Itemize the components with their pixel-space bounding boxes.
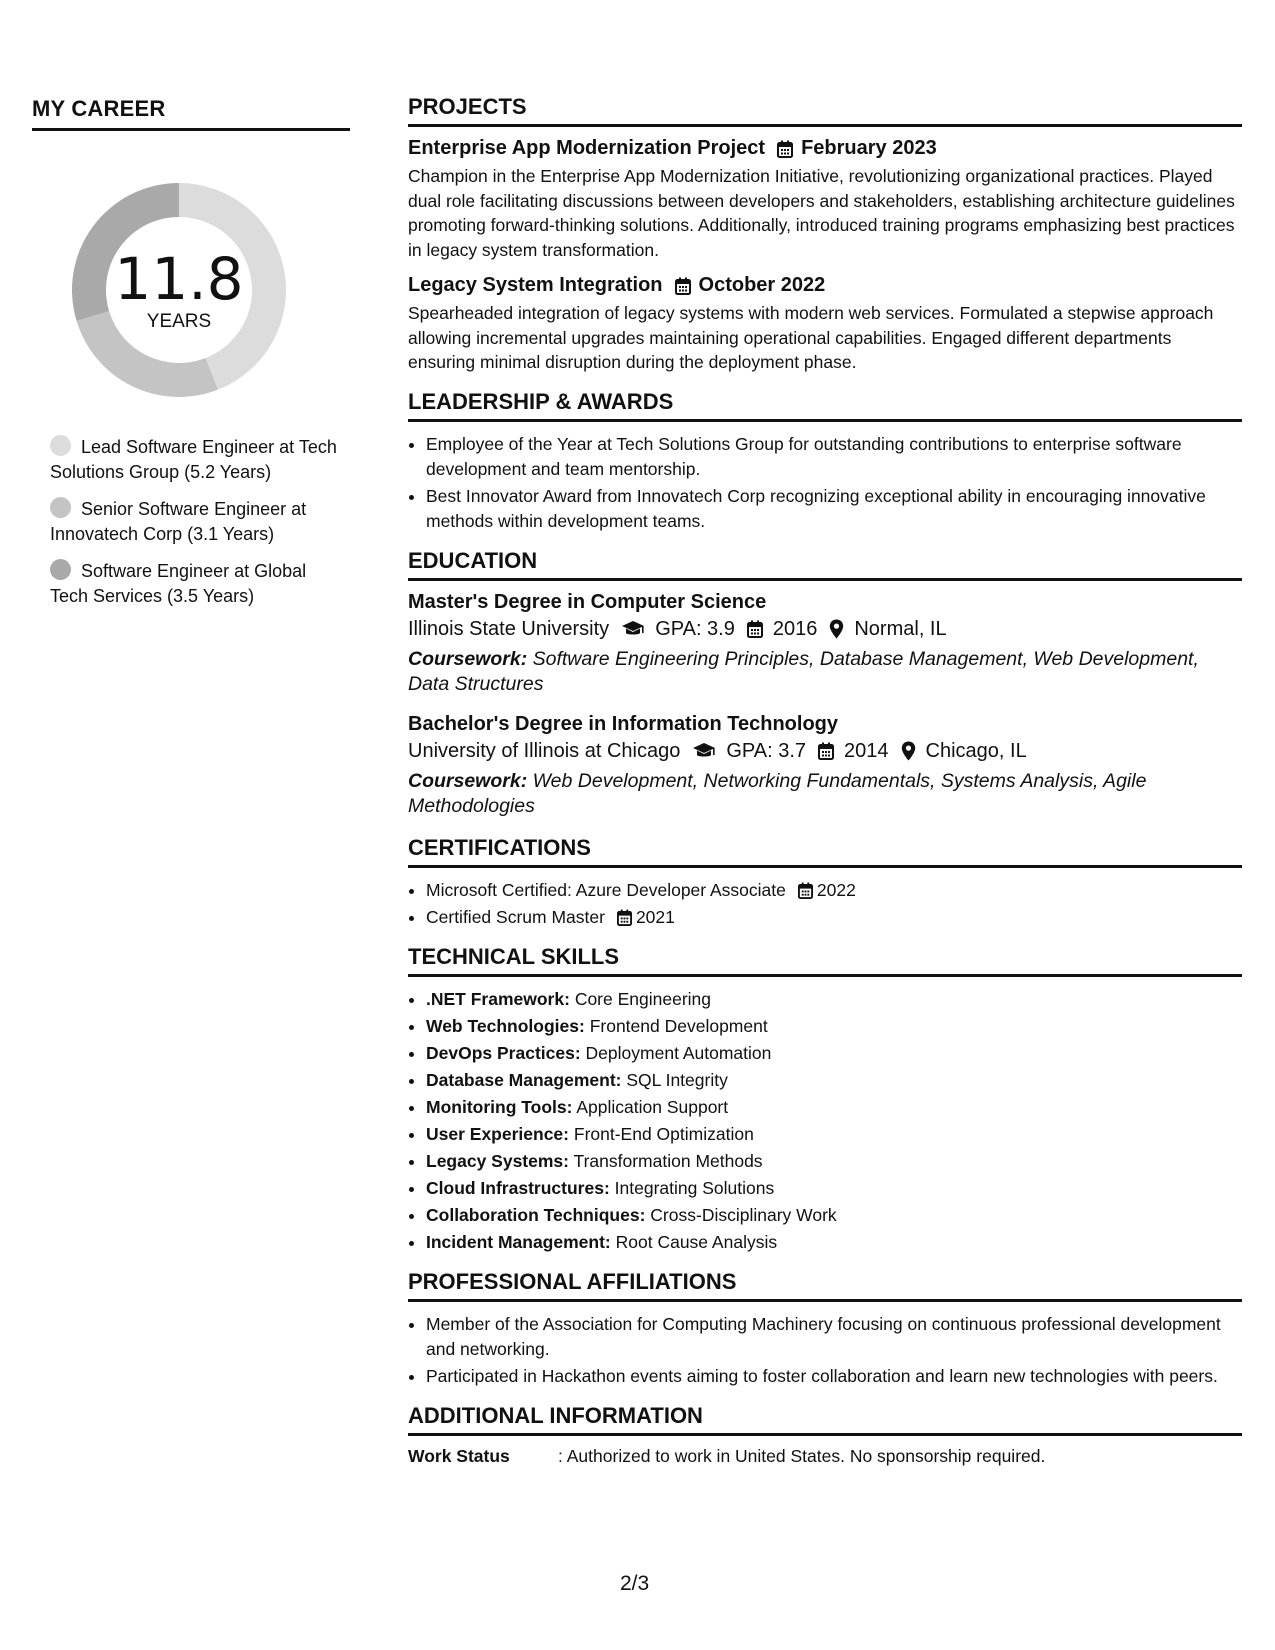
legend-dot-icon [50,435,71,456]
graduation-year: 2016 [772,617,818,640]
career-sidebar [32,96,350,621]
main-column [408,94,1242,1467]
legend-item [50,497,340,547]
skill-item [426,1095,1242,1120]
certification-item [426,905,1242,930]
donut-center [66,177,292,403]
legend-dot-icon [50,497,71,518]
list-item: • Member of the Association for Computing Machinery focusing on continuous professional development and networking. [426,1312,1242,1362]
skill-item [426,1176,1242,1201]
skill-item [426,1203,1242,1228]
project-heading [408,137,1242,160]
skill-item [426,1041,1242,1066]
skill-item [426,1068,1242,1093]
degree-title: Bachelor's Degree in Information Technology [408,712,839,735]
skill-value: Root Cause Analysis [615,1231,778,1252]
legend-item [50,559,340,609]
skill-value: Cross-Disciplinary Work [650,1204,837,1225]
coursework-list: Web Development, Networking Fundamentals, Systems Analysis, Agile Methodologies [408,769,1147,817]
coursework [408,647,1242,697]
location-pin-icon [829,619,844,639]
skill-name: Monitoring Tools: [426,1096,573,1117]
gpa: GPA: 3.9 [655,617,735,640]
project-date: February 2023 [801,137,937,159]
certification-name: • Microsoft Certified: Azure Developer Associate [426,879,786,900]
legend-label: Lead Software Engineer at Tech Solutions Group (5.2 Years) [50,437,337,482]
coursework [408,769,1242,819]
work-status-label: Work Status [408,1445,510,1466]
coursework-list: Software Engineering Principles, Database Management, Web Development, Data Structures [408,647,1199,695]
project-name: Enterprise App Modernization Project [408,137,766,159]
skill-value: Deployment Automation [585,1042,772,1063]
project-description: Spearheaded integration of legacy systems with modern web services. Formulated a stepwise approach allowing incremental upgrades maintaining operational capabilities. Engaged different departments ensuring minimal disruption during the deployment phase. [408,303,1214,372]
total-years-value: 11.8 [114,245,244,313]
project-description: Champion in the Enterprise App Modernization Initiative, revolutionizing organizational practices. Played dual role facilitating discussions between developers and stakeholders, establishing architecture guidelines promoting forward-thinking solutions. Additionally, introduced training programs emphasizing best practices in legacy system transformation. [408,166,1235,260]
affiliations-list [408,1312,1242,1389]
page-number: 2/3 [620,1572,650,1595]
graduation-year: 2014 [844,739,889,762]
skill-item [426,1149,1242,1174]
project-heading [408,274,1242,297]
total-years-unit: YEARS [146,311,212,332]
calendar-icon [617,909,632,926]
section-title-skills: TECHNICAL SKILLS [408,944,1242,977]
skill-name: DevOps Practices: [426,1042,581,1063]
section-title-additional: ADDITIONAL INFORMATION [408,1403,1242,1436]
education-item [408,713,1242,819]
section-title-certifications: CERTIFICATIONS [408,835,1242,868]
skill-value: Frontend Development [589,1015,768,1036]
coursework-label: Coursework: [408,647,528,670]
project-item [408,137,1242,262]
legend-dot-icon [50,559,71,580]
work-status-value: : Authorized to work in United States. No sponsorship required. [558,1445,1046,1466]
skill-name: Collaboration Techniques: [426,1204,646,1225]
certification-line [426,905,675,930]
skill-name: Database Management: [426,1069,622,1090]
legend-label: Senior Software Engineer at Innovatech Corp (3.1 Years) [50,499,307,544]
awards-list [408,432,1242,534]
education-item [408,591,1242,697]
section-title-projects: PROJECTS [408,94,1242,127]
career-donut-chart [66,177,292,403]
location-pin-icon [901,741,916,761]
section-title-affiliations: PROFESSIONAL AFFILIATIONS [408,1269,1242,1302]
certification-year: 2021 [635,906,675,927]
certification-name: • Certified Scrum Master [426,906,605,927]
certifications-list [408,878,1242,930]
school-name: University of Illinois at Chicago [408,739,681,762]
skill-name: Incident Management: [426,1231,611,1252]
degree-title: Master's Degree in Computer Science [408,590,767,613]
school-location: Chicago, IL [925,739,1027,762]
graduation-cap-icon [621,620,645,638]
skill-value: Transformation Methods [573,1150,763,1171]
coursework-label: Coursework: [408,769,528,792]
project-date: October 2022 [698,274,826,296]
list-item: • Employee of the Year at Tech Solutions Group for outstanding contributions to enterprise software development and team mentorship. [426,432,1242,482]
calendar-icon [747,620,763,638]
skill-item [426,1014,1242,1039]
skill-name: .NET Framework: [426,988,570,1009]
certification-item [426,878,1242,903]
legend-label: Software Engineer at Global Tech Services (3.5 Years) [50,561,307,606]
school-name: Illinois State University [408,617,610,640]
legend-item [50,435,340,485]
skill-item [426,987,1242,1012]
skill-name: User Experience: [426,1123,569,1144]
skills-list [408,987,1242,1255]
skill-value: Front-End Optimization [573,1123,754,1144]
gpa: GPA: 3.7 [726,739,807,762]
skill-name: Cloud Infrastructures: [426,1177,610,1198]
certification-line [426,878,856,903]
calendar-icon [777,140,793,158]
skill-value: Application Support [576,1096,729,1117]
career-title: MY CAREER [32,96,350,131]
calendar-icon [798,882,813,899]
calendar-icon [818,742,834,760]
certification-year: 2022 [816,879,856,900]
skill-item [426,1230,1242,1255]
list-item: • Best Innovator Award from Innovatech Corp recognizing exceptional ability in encouraging innovative methods within development teams. [426,484,1242,534]
skill-name: Web Technologies: [426,1015,585,1036]
calendar-icon [675,277,691,295]
skill-item [426,1122,1242,1147]
school-location: Normal, IL [854,617,947,640]
skill-value: Integrating Solutions [614,1177,775,1198]
skill-value: SQL Integrity [626,1069,728,1090]
skill-value: Core Engineering [574,988,712,1009]
skill-name: Legacy Systems: [426,1150,569,1171]
project-item [408,274,1242,375]
education-meta [408,740,1242,763]
work-status-row [408,1446,1242,1467]
graduation-cap-icon [692,742,716,760]
project-name: Legacy System Integration [408,274,663,296]
section-title-leadership: LEADERSHIP & AWARDS [408,389,1242,422]
education-meta [408,618,1242,641]
list-item: • Participated in Hackathon events aiming to foster collaboration and learn new technologies with peers. [426,1364,1242,1389]
career-legend [50,435,340,609]
section-title-education: EDUCATION [408,548,1242,581]
